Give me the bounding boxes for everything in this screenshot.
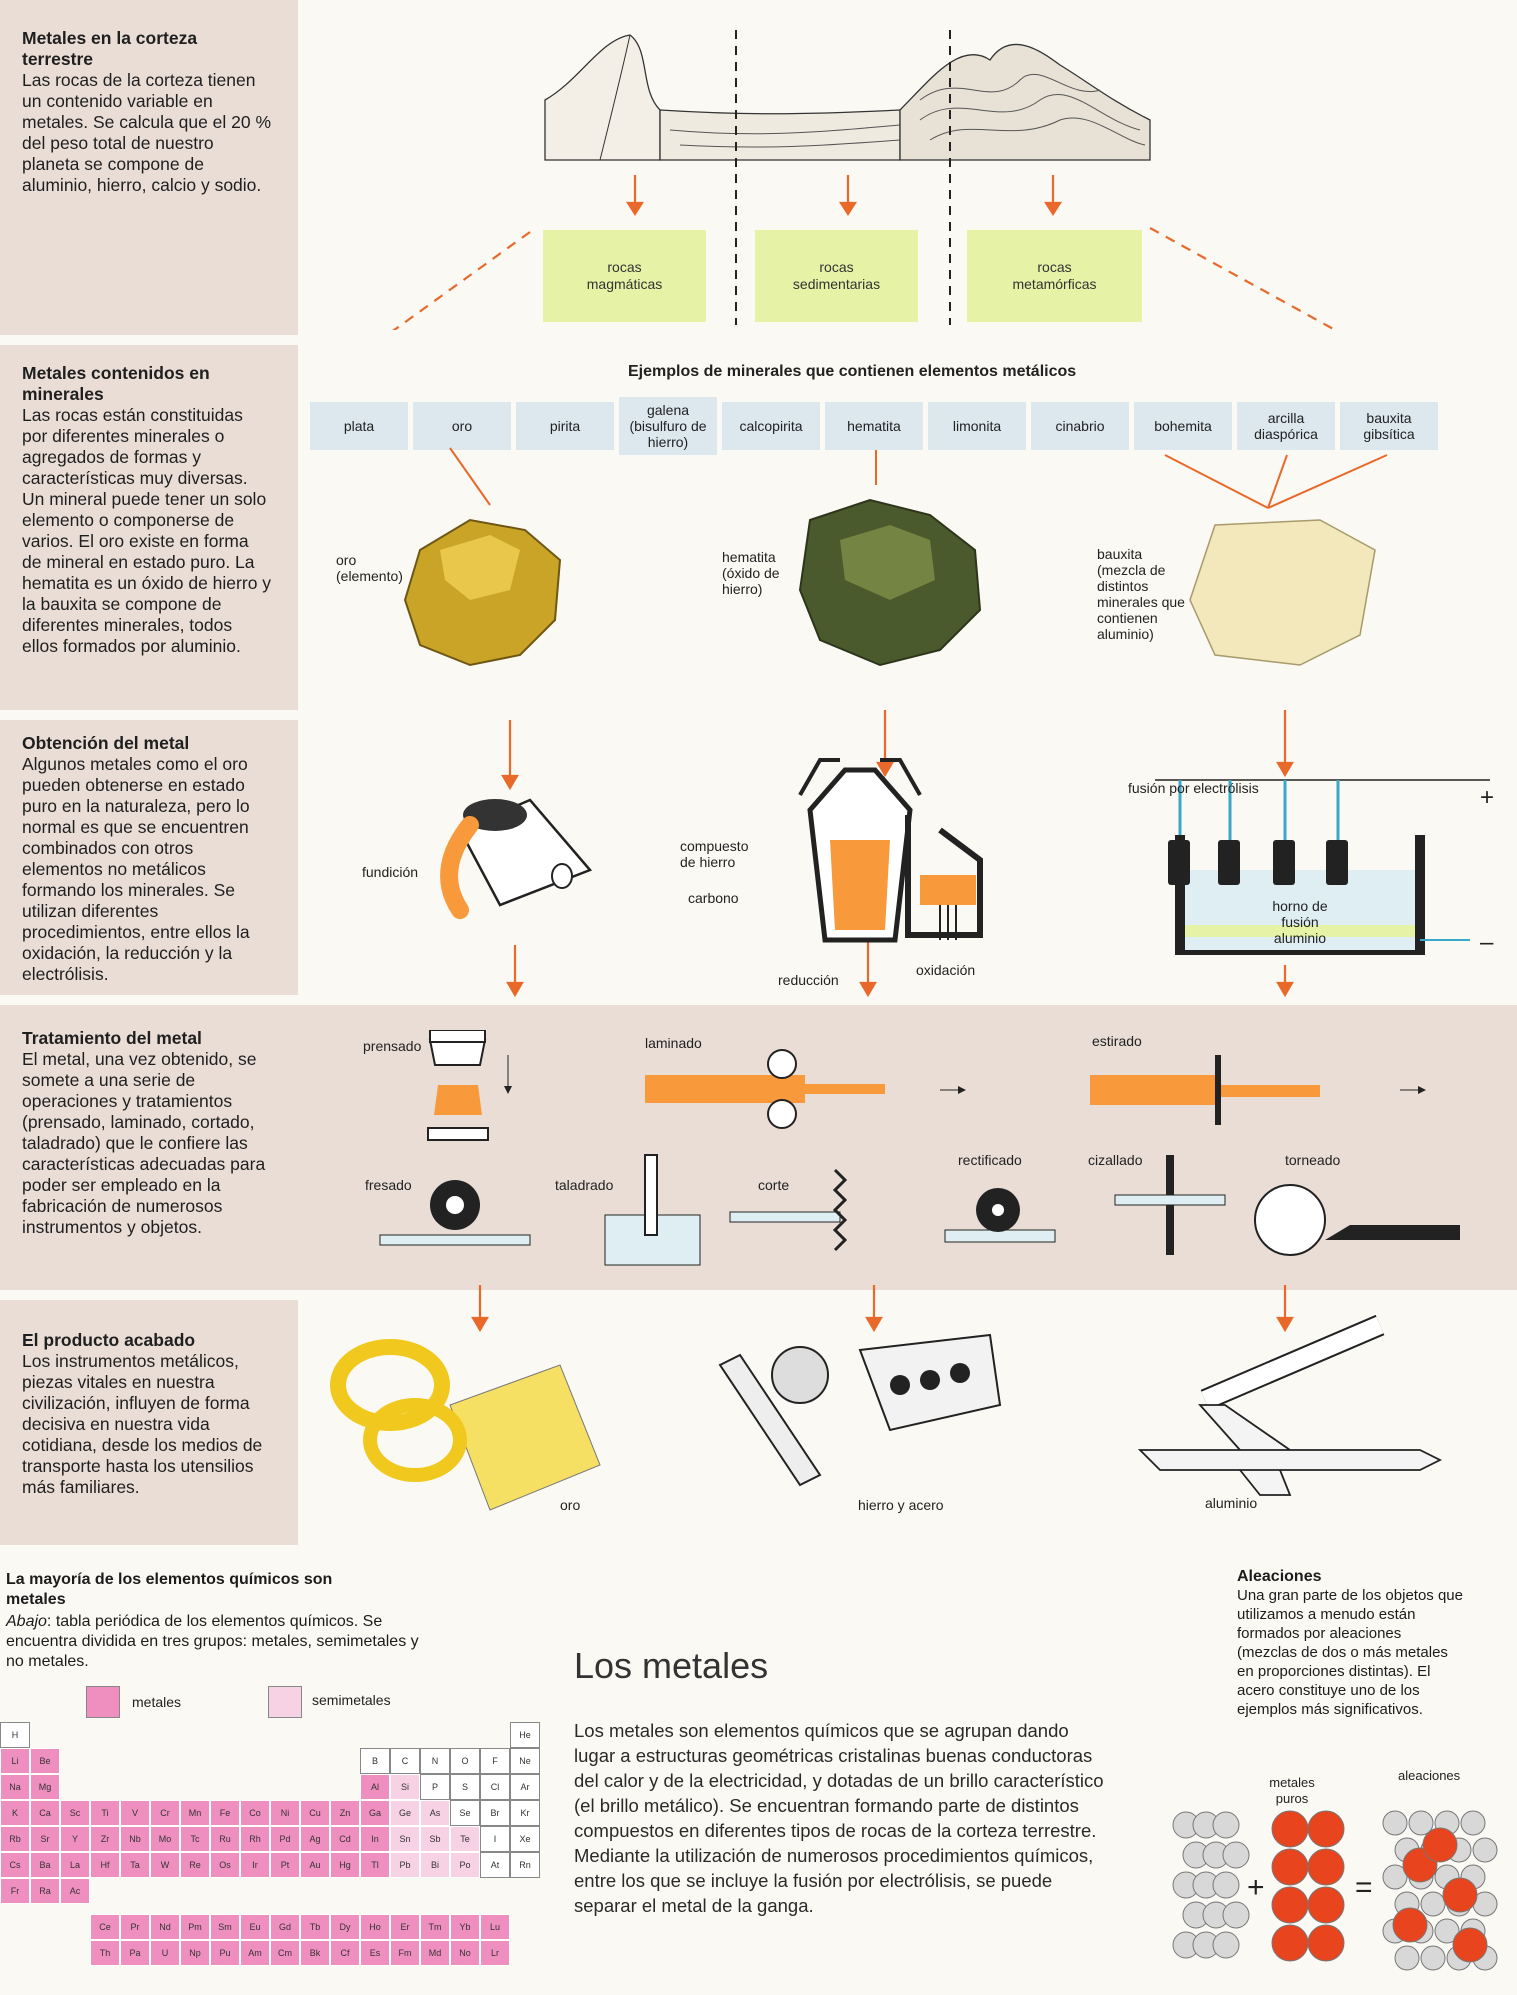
element-Cf: Cf xyxy=(330,1940,360,1966)
caption-abajo: Abajo xyxy=(6,1613,47,1630)
element-Tl: Tl xyxy=(360,1852,390,1878)
label-product-hierro: hierro y acero xyxy=(858,1497,944,1513)
grey-sphere xyxy=(1421,1892,1445,1916)
element-Ti: Ti xyxy=(90,1800,120,1826)
section-body: Las rocas están constituidas por diferentes minerales o agregados de formas y características muy diversas. Un mineral puede tener un solo elemento o componerse de varios. El oro existe en forma de mineral en estado puro. La hematita es un óxido de hierro y la bauxita se compone de diferentes minerales, todos ellos formados por aluminio. xyxy=(22,405,272,656)
element-Co: Co xyxy=(240,1800,270,1826)
element-Ga: Ga xyxy=(360,1800,390,1826)
element-Tm: Tm xyxy=(420,1914,450,1940)
element-Yb: Yb xyxy=(450,1914,480,1940)
mineral-label: arcilla diaspórica xyxy=(1254,410,1318,442)
red-sphere xyxy=(1443,1878,1477,1912)
mineral-label: limonita xyxy=(952,418,1002,434)
section-body: El metal, una vez obtenido, se somete a una serie de operaciones y tratamientos (prensado, laminado, cortado, taladrado) que le confiere las características adecuadas para poder ser empleado en la fabricación de numerosos instrumentos y objetos. xyxy=(22,1049,266,1237)
element-K: K xyxy=(0,1800,30,1826)
element-Pt: Pt xyxy=(270,1852,300,1878)
section-producto xyxy=(22,1330,272,1498)
label-minus: – xyxy=(1480,929,1494,956)
label-carbono: carbono xyxy=(688,890,739,906)
element-Ca: Ca xyxy=(30,1800,60,1826)
element-Ta: Ta xyxy=(120,1852,150,1878)
element-Li: Li xyxy=(0,1748,30,1774)
label-reduccion: reducción xyxy=(778,972,839,988)
section-title: Metales contenidos en minerales xyxy=(22,363,210,404)
element-Cr: Cr xyxy=(150,1800,180,1826)
element-Os: Os xyxy=(210,1852,240,1878)
element-Te: Te xyxy=(450,1826,480,1852)
products-diagram xyxy=(300,1285,1517,1525)
periodic-caption xyxy=(6,1612,426,1672)
airplane-icon xyxy=(1140,1405,1440,1495)
alloy-equals: = xyxy=(1355,1871,1373,1904)
label-estirado: estirado xyxy=(1092,1033,1142,1049)
label-product-aluminio: aluminio xyxy=(1205,1495,1258,1511)
element-Gd: Gd xyxy=(270,1914,300,1940)
label-cizallado: cizallado xyxy=(1088,1152,1143,1168)
element-Pd: Pd xyxy=(270,1826,300,1852)
label-oxidacion: oxidación xyxy=(916,962,976,978)
red-sphere xyxy=(1423,1828,1457,1862)
legend-metales: metales xyxy=(132,1694,182,1710)
bauxite-sample xyxy=(1190,520,1375,665)
aleaciones-body: Una gran parte de los objetos que utilizamos a menudo están formados por aleaciones (mezclas de dos o más metales en proporciones distintas). El acero constituye uno de los ejemplos más significativos. xyxy=(1237,1587,1463,1718)
element-Kr: Kr xyxy=(510,1800,540,1826)
element-N: N xyxy=(420,1748,450,1774)
red-sphere xyxy=(1308,1925,1344,1961)
element-Tb: Tb xyxy=(300,1914,330,1940)
pure-metal-red-spheres xyxy=(1272,1811,1344,1961)
element-Hf: Hf xyxy=(90,1852,120,1878)
mineral-label: pirita xyxy=(549,418,581,434)
sample-label-oro: oro (elemento) xyxy=(336,552,403,584)
element-Pm: Pm xyxy=(180,1914,210,1940)
element-Ni: Ni xyxy=(270,1800,300,1826)
element-Dy: Dy xyxy=(330,1914,360,1940)
legend-semimetales-swatch xyxy=(268,1686,302,1718)
element-Ir: Ir xyxy=(240,1852,270,1878)
section-title: Tratamiento del metal xyxy=(22,1028,202,1048)
mineral-label: galena (bisulfuro de hierro) xyxy=(629,402,707,450)
periodic-table xyxy=(0,1722,545,1962)
grey-sphere xyxy=(1383,1811,1407,1835)
element-Al: Al xyxy=(360,1774,390,1800)
label-compuesto: compuesto de hierro xyxy=(680,838,749,870)
label-fundicion: fundición xyxy=(362,864,419,880)
obtencion-diagram xyxy=(300,700,1517,1020)
element-Rh: Rh xyxy=(240,1826,270,1852)
element-Pa: Pa xyxy=(120,1940,150,1966)
element-V: V xyxy=(120,1800,150,1826)
section-body: Las rocas de la corteza tienen un contenido variable en metales. Se calcula que el 20 % del peso total de nuestro planeta se compone de aluminio, hierro, calcio y sodio. xyxy=(22,70,272,195)
element-Ru: Ru xyxy=(210,1826,240,1852)
main-title: Los metales xyxy=(574,1645,769,1686)
element-Be: Be xyxy=(30,1748,60,1774)
aleaciones-box xyxy=(1237,1567,1465,1719)
element-Br: Br xyxy=(480,1800,510,1826)
element-He: He xyxy=(510,1722,540,1748)
element-Ge: Ge xyxy=(390,1800,420,1826)
element-Lr: Lr xyxy=(480,1940,510,1966)
grey-sphere xyxy=(1223,1842,1249,1868)
grey-sphere xyxy=(1213,1812,1239,1838)
sample-label-hematita: hematita (óxido de hierro) xyxy=(722,549,780,597)
element-Zn: Zn xyxy=(330,1800,360,1826)
caption-text: : tabla periódica de los elementos químicos. Se encuentra dividida en tres grupos: metales, semimetales y no metales. xyxy=(6,1613,419,1670)
grey-sphere xyxy=(1461,1811,1485,1835)
rock-label: rocas metamórficas xyxy=(1012,259,1097,292)
element-Po: Po xyxy=(450,1852,480,1878)
sample-label-bauxita: bauxita (mezcla de distintos minerales que contienen aluminio) xyxy=(1097,546,1185,642)
grey-sphere xyxy=(1473,1838,1497,1862)
element-Md: Md xyxy=(420,1940,450,1966)
element-Np: Np xyxy=(180,1940,210,1966)
label-torneado: torneado xyxy=(1285,1152,1341,1168)
red-sphere xyxy=(1272,1849,1308,1885)
grey-sphere xyxy=(1213,1932,1239,1958)
label-plus: + xyxy=(1480,784,1495,811)
element-F: F xyxy=(480,1748,510,1774)
steel-roll xyxy=(772,1347,828,1403)
element-Bi: Bi xyxy=(420,1852,450,1878)
element-Sm: Sm xyxy=(210,1914,240,1940)
element-Tc: Tc xyxy=(180,1826,210,1852)
grey-sphere xyxy=(1395,1946,1419,1970)
aleaciones-title: Aleaciones xyxy=(1237,1568,1322,1585)
element-W: W xyxy=(150,1852,180,1878)
alloy-diagram xyxy=(1170,1805,1515,1985)
label-laminado: laminado xyxy=(645,1035,702,1051)
element-Hg: Hg xyxy=(330,1852,360,1878)
grey-sphere xyxy=(1213,1872,1239,1898)
element-H: H xyxy=(0,1722,30,1748)
element-As: As xyxy=(420,1800,450,1826)
red-sphere xyxy=(1453,1928,1487,1962)
element-Mn: Mn xyxy=(180,1800,210,1826)
rock-label: rocas magmáticas xyxy=(586,259,663,292)
label-taladrado: taladrado xyxy=(555,1177,614,1193)
element-Cu: Cu xyxy=(300,1800,330,1826)
element-Sr: Sr xyxy=(30,1826,60,1852)
element-P: P xyxy=(420,1774,450,1800)
element-Ne: Ne xyxy=(510,1748,540,1774)
section-tratamiento xyxy=(22,1028,272,1238)
element-Ho: Ho xyxy=(360,1914,390,1940)
label-electrolisis: fusión por electrólisis xyxy=(1128,780,1259,796)
element-Es: Es xyxy=(360,1940,390,1966)
mineral-label: calcopirita xyxy=(739,418,803,434)
red-sphere xyxy=(1393,1908,1427,1942)
element-Fr: Fr xyxy=(0,1878,30,1904)
element-Fm: Fm xyxy=(390,1940,420,1966)
element-Zr: Zr xyxy=(90,1826,120,1852)
main-body: Los metales son elementos químicos que se agrupan dando lugar a estructuras geométricas cristalinas buenas conductoras del calor y de la electricidad, y dotadas de un brillo característico (el brillo metálico). Se encuentran formando parte de distintos compuestos en diferentes tipos de rocas de la corteza terrestre. Mediante la utilización de numerosos procedimientos químicos, entre los que se incluye la fusión por electrólisis, se puede separar el metal de la ganga. xyxy=(574,1720,1104,1916)
element-Am: Am xyxy=(240,1940,270,1966)
element-O: O xyxy=(450,1748,480,1774)
rock-box-metamorficas xyxy=(967,230,1142,322)
element-Lu: Lu xyxy=(480,1914,510,1940)
element-Se: Se xyxy=(450,1800,480,1826)
element-Ra: Ra xyxy=(30,1878,60,1904)
element-Rn: Rn xyxy=(510,1852,540,1878)
element-Mo: Mo xyxy=(150,1826,180,1852)
element-Pb: Pb xyxy=(390,1852,420,1878)
section-body: Algunos metales como el oro pueden obtenerse en estado puro en la naturaleza, pero lo normal es que se encuentren combinados con otros elementos no metálicos formando los minerales. Se utilizan diferentes procedimientos, entre ellos la oxidación, la reducción y la electrólisis. xyxy=(22,754,250,984)
periodic-title: La mayoría de los elementos químicos son metales xyxy=(6,1571,333,1608)
element-At: At xyxy=(480,1852,510,1878)
element-Cl: Cl xyxy=(480,1774,510,1800)
grey-sphere xyxy=(1421,1946,1445,1970)
section-title: El producto acabado xyxy=(22,1330,196,1350)
element-Re: Re xyxy=(180,1852,210,1878)
label-product-oro: oro xyxy=(560,1497,581,1513)
element-C: C xyxy=(390,1748,420,1774)
element-Ag: Ag xyxy=(300,1826,330,1852)
element-Cd: Cd xyxy=(330,1826,360,1852)
section-body: Los instrumentos metálicos, piezas vitales en nuestra civilización, influyen de forma decisiva en nuestra vida cotidiana, desde los medios de transporte hasta los utensilios más familiares. xyxy=(22,1351,263,1497)
red-sphere xyxy=(1308,1849,1344,1885)
label-metales-puros: metales puros xyxy=(1269,1775,1315,1806)
element-Ba: Ba xyxy=(30,1852,60,1878)
legend-semimetales: semimetales xyxy=(312,1692,391,1708)
pure-metal-grey-spheres xyxy=(1173,1812,1249,1958)
element-Rb: Rb xyxy=(0,1826,30,1852)
element-Ar: Ar xyxy=(510,1774,540,1800)
element-I: I xyxy=(480,1826,510,1852)
section-title: Obtención del metal xyxy=(22,733,190,753)
element-Fe: Fe xyxy=(210,1800,240,1826)
rock-box-sedimentarias xyxy=(755,230,918,322)
rock-label: rocas sedimentarias xyxy=(792,259,881,292)
legend-metales-swatch xyxy=(86,1686,120,1718)
red-sphere xyxy=(1272,1811,1308,1847)
alloy-spheres xyxy=(1383,1811,1497,1970)
element-Sc: Sc xyxy=(60,1800,90,1826)
section-title: Metales en la corteza terrestre xyxy=(22,28,198,69)
element-La: La xyxy=(60,1852,90,1878)
element-Sn: Sn xyxy=(390,1826,420,1852)
label-fresado: fresado xyxy=(365,1177,412,1193)
element-Pr: Pr xyxy=(120,1914,150,1940)
mineral-label: bohemita xyxy=(1154,418,1212,434)
element-Na: Na xyxy=(0,1774,30,1800)
mineral-label: plata xyxy=(343,418,375,434)
mineral-label: oro xyxy=(451,418,473,434)
label-corte: corte xyxy=(758,1177,790,1193)
element-Eu: Eu xyxy=(240,1914,270,1940)
element-Bk: Bk xyxy=(300,1940,330,1966)
label-aleaciones: aleaciones xyxy=(1398,1768,1461,1783)
element-Cm: Cm xyxy=(270,1940,300,1966)
element-Sb: Sb xyxy=(420,1826,450,1852)
label-prensado: prensado xyxy=(363,1038,422,1054)
element-Au: Au xyxy=(300,1852,330,1878)
element-S: S xyxy=(450,1774,480,1800)
element-Pu: Pu xyxy=(210,1940,240,1966)
element-Mg: Mg xyxy=(30,1774,60,1800)
element-Th: Th xyxy=(90,1940,120,1966)
element-Er: Er xyxy=(390,1914,420,1940)
element-Ce: Ce xyxy=(90,1914,120,1940)
element-Si: Si xyxy=(390,1774,420,1800)
element-B: B xyxy=(360,1748,390,1774)
red-sphere xyxy=(1272,1887,1308,1923)
mineral-label: bauxita gibsítica xyxy=(1363,410,1415,442)
element-Nb: Nb xyxy=(120,1826,150,1852)
gold-sheet xyxy=(450,1365,600,1510)
red-sphere xyxy=(1308,1811,1344,1847)
rock-box-magmaticas xyxy=(543,230,706,322)
red-sphere xyxy=(1272,1925,1308,1961)
mineral-label: hematita xyxy=(847,418,901,434)
alloy-plus: + xyxy=(1247,1871,1265,1904)
label-horno: horno de fusión aluminio xyxy=(1272,898,1328,946)
element-Xe: Xe xyxy=(510,1826,540,1852)
element-Ac: Ac xyxy=(60,1878,90,1904)
element-Nd: Nd xyxy=(150,1914,180,1940)
element-In: In xyxy=(360,1826,390,1852)
element-No: No xyxy=(450,1940,480,1966)
mineral-label: cinabrio xyxy=(1055,418,1105,434)
element-Y: Y xyxy=(60,1826,90,1852)
minerals-title: Ejemplos de minerales que contienen elementos metálicos xyxy=(628,363,1077,380)
section-obtencion xyxy=(22,733,272,985)
element-U: U xyxy=(150,1940,180,1966)
element-Cs: Cs xyxy=(0,1852,30,1878)
red-sphere xyxy=(1308,1887,1344,1923)
grey-sphere xyxy=(1223,1902,1249,1928)
label-rectificado: rectificado xyxy=(958,1152,1022,1168)
